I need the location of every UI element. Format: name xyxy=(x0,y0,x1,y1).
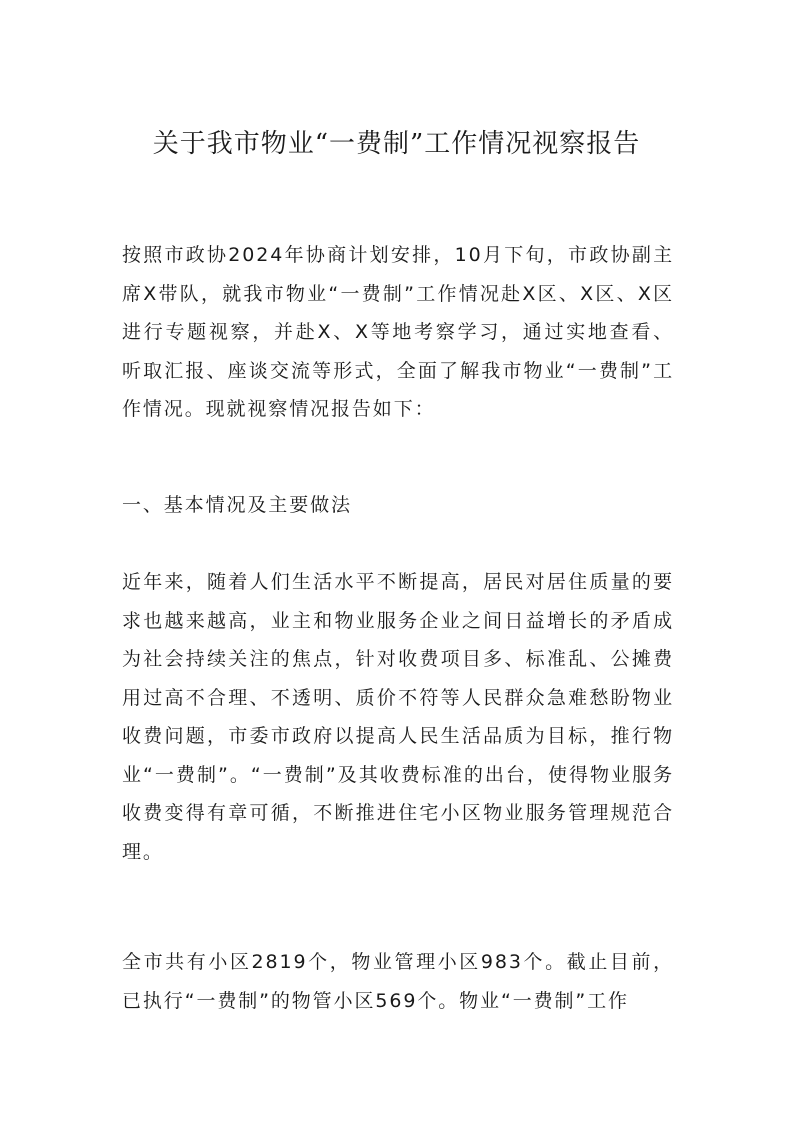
statistics-paragraph: 全市共有小区2819个，物业管理小区983个。截止目前，已执行“一费制”的物管小区569个。物业“一费制”工作 xyxy=(122,951,674,1012)
background-paragraph: 近年来，随着人们生活水平不断提高，居民对居住质量的要求也越来越高，业主和物业服务企业之间日益增长的矛盾成为社会持续关注的焦点，针对收费项目多、标准乱、公摊费用过高不合理、不透明、质价不符等人民群众急难愁盼物业收费问题，市委市政府以提高人民生活品质为目标，推行物业“一费制”。“一费制”及其收费标准的出台，使得物业服务收费变得有章可循，不断推进住宅小区物业服务管理规范合理。 xyxy=(122,571,674,863)
section-heading: 一、基本情况及主要做法 xyxy=(122,494,352,516)
document-title: 关于我市物业“一费制”工作情况视察报告 xyxy=(152,129,641,159)
intro-paragraph: 按照市政协2024年协商计划安排，10月下旬，市政协副主席X带队，就我市物业“一费制”工作情况赴X区、X区、X区进行专题视察，并赴X、X等地考察学习，通过实地查看、听取汇报、座谈交流等形式，全面了解我市物业“一费制”工作情况。现就视察情况报告如下： xyxy=(122,244,674,420)
